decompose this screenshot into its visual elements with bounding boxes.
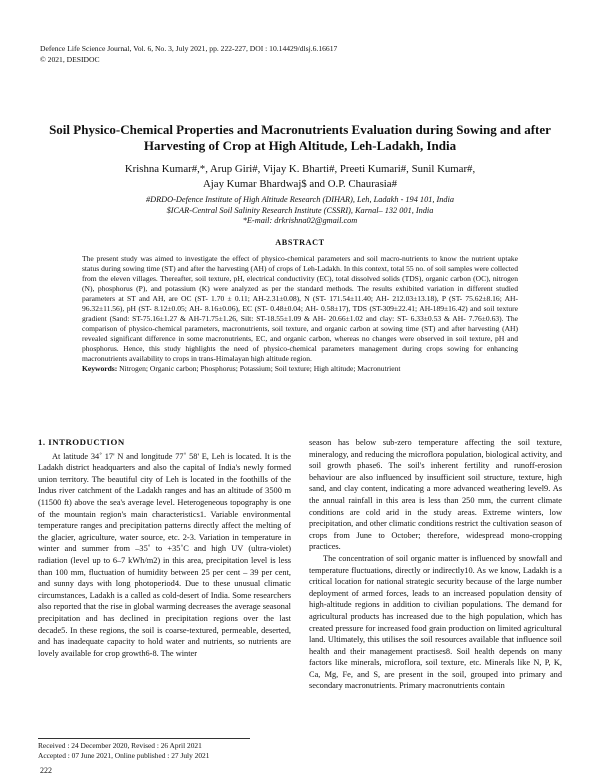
intro-paragraph-1: At latitude 34˚ 17' N and longitude 77˚ 58' E, Leh is located. It is the Ladakh district headquarters and also the capital of India's newly formed union territory. The beautiful city of Leh is located in the foothills of the Indus river catchment of the Ladakh ranges and has an altitude of 3500 m (11500 ft) above the sea's average level. Heterogeneous topography is one of the mountain region's main characteristics1. Variable environmental temperature ranges and precipitation patterns directly affect the melting of the glacier, agriculture, water source, etc. 2-3. Variation in temperature in winter and summer from –35˚ to +35˚C and high UV (ultra-violet) radiation (level up to 6–7 kWh/m2) in this area, precipitation level is less than 100 mm, fluctuation of humidity between 25 per cent – 39 per cent, and sunny days with long photoperiod4. Due to these unusual climatic circumstances, Ladakh is a called as cold-desert of India. Some researchers also reported that the rise in global warming decreases the average seasonal precipitation and has declined in precipitation regions over the last decade5. In these regions, the soil is coarse-textured, permeable, deserted, and has inadequate capacity to hold water and nutrients, so nutrients are lovely available for crop growth6-8. The winter — [38, 451, 291, 658]
received-revised: Received : 24 December 2020, Revised : 26 April 2021 — [38, 741, 202, 750]
footnote-divider — [38, 738, 250, 739]
affiliation-cssri: $ICAR-Central Soil Salinity Research Institute (CSSRI), Karnal– 132 001, India — [166, 205, 434, 215]
publication-dates — [38, 741, 209, 761]
section-heading-introduction: 1. INTRODUCTION — [38, 437, 125, 447]
abstract-heading: ABSTRACT — [275, 238, 325, 247]
keywords — [82, 364, 518, 374]
keywords-label: Keywords: — [82, 364, 118, 373]
authors-line-1: Krishna Kumar#,*, Arup Giri#, Vijay K. Bharti#, Preeti Kumari#, Sunil Kumar#, — [124, 163, 476, 175]
authors — [38, 162, 562, 191]
keywords-list: Nitrogen; Organic carbon; Phosphorus; Potassium; Soil texture; High altitude; Macronutrient — [119, 364, 401, 373]
affiliations — [38, 195, 562, 227]
left-column — [38, 437, 291, 659]
intro-paragraph-continued: season has below sub-zero temperature affecting the soil texture, mineralogy, and reducing the microflora population, biological activity, and soil growth phase6. The soil's inherent fertility and runoff-erosion behaviour are also influenced by insufficient soil structure, texture, high sand, and clay content, indicating a more advanced weathering level9. As the annual rainfall in this area is less than 250 mm, the current climate conditions are cold arid in the study areas. Extreme winters, low precipitation, and other climatic conditions restrict the cultivation season of crops from June to October; therefore, widespread mono-cropping practices. — [309, 438, 562, 552]
contact-email: *E-mail: drkrishna02@gmail.com — [242, 216, 358, 226]
abstract-body: The present study was aimed to investigate the effect of physico-chemical parameters and soil macro-nutrients to know the nutrient uptake status during sowing time (ST) and after the harvesting (AH) of crops of Leh-Ladakh. In this context, total 55 no. of soil samples were collected from the eleven villages. Thereafter, soil texture, pH, electrical conductivity (EC), total dissolved solids (TDS), organic carbon (OC), nitrogen (N), phosphorus (P), and potassium (K) were analyzed as per the standard methods. The results exhibited variation in different studied parameters at ST and AH, are OC (ST- 1.70 ± 0.11; AH-2.31±0.08), N (ST- 171.54±11.40; AH- 212.03±13.18), P (ST- 75.62±8.16; AH- 96.32±11.56), pH (ST- 8.12±0.05; AH- 8.16±0.06), EC (ST- 0.48±0.04; AH- 0.58±17), TDS (ST-309±22.41; AH-189±16.42) and soil texture gradient (Sand: ST-75.16±1.27 & AH-71.75±1.26, Silt: ST-18.55±1.09 & AH- 20.66±1.02 and clay: ST- 6.33±0.53 & AH- 7.76±0.63). The comparison of physico-chemical parameters, macronutrients, soil texture, and organic carbon at sowing time (ST) and after harvesting (AH) revealed significant difference in some macronutrients, EC, and organic carbon, whereas no changes were observed in soil texture, pH and phosphorus. Hence, this study highlights the need of physico-chemical parameters management during crops sowing for enhancing macronutrients availability to crops in trans-Himalayan high altitude region. — [82, 254, 518, 363]
accepted-published: Accepted : 07 June 2021, Online published : 27 July 2021 — [38, 751, 210, 760]
paper-title: Soil Physico-Chemical Properties and Macronutrients Evaluation during Sowing and after Harvesting of Crop at High Altitude, Leh-Ladakh, India — [49, 122, 551, 153]
journal-citation: Defence Life Science Journal, Vol. 6, No. 3, July 2021, pp. 222-227, DOI : 10.14429/dlsj.6.16617 — [40, 44, 338, 53]
intro-paragraph-2: The concentration of soil organic matter is influenced by snowfall and temperature fluctuations, directly or indirectly10. As we know, Ladakh is a critical location for national strategic security because of the large number deployment of armed forces, leads to an increased population density of high-altitude regions in addition to civilian populations. The demand for agricultural products has increased due to the high population, which has created pressure for increased food grain production on limited agricultural land. Ultimately, this utilises the soil resources available that influence soil health and their management practises8. Soil health depends on many factors like minerals, microflora, soil texture, etc. Minerals like N, P, K, Ca, Mg, Fe, and S, are present in the soil, grouped into primary and secondary macronutrients. Primary macronutrients contain — [309, 553, 562, 691]
affiliation-dihar: #DRDO-Defence Institute of High Altitude Research (DIHAR), Leh, Ladakh - 194 101, India — [145, 195, 455, 204]
page-number: 222 — [40, 766, 52, 775]
journal-header — [40, 44, 337, 65]
copyright: © 2021, DESIDOC — [40, 54, 100, 64]
right-column — [309, 437, 562, 692]
authors-line-2: Ajay Kumar Bhardwaj$ and O.P. Chaurasia# — [202, 177, 397, 190]
